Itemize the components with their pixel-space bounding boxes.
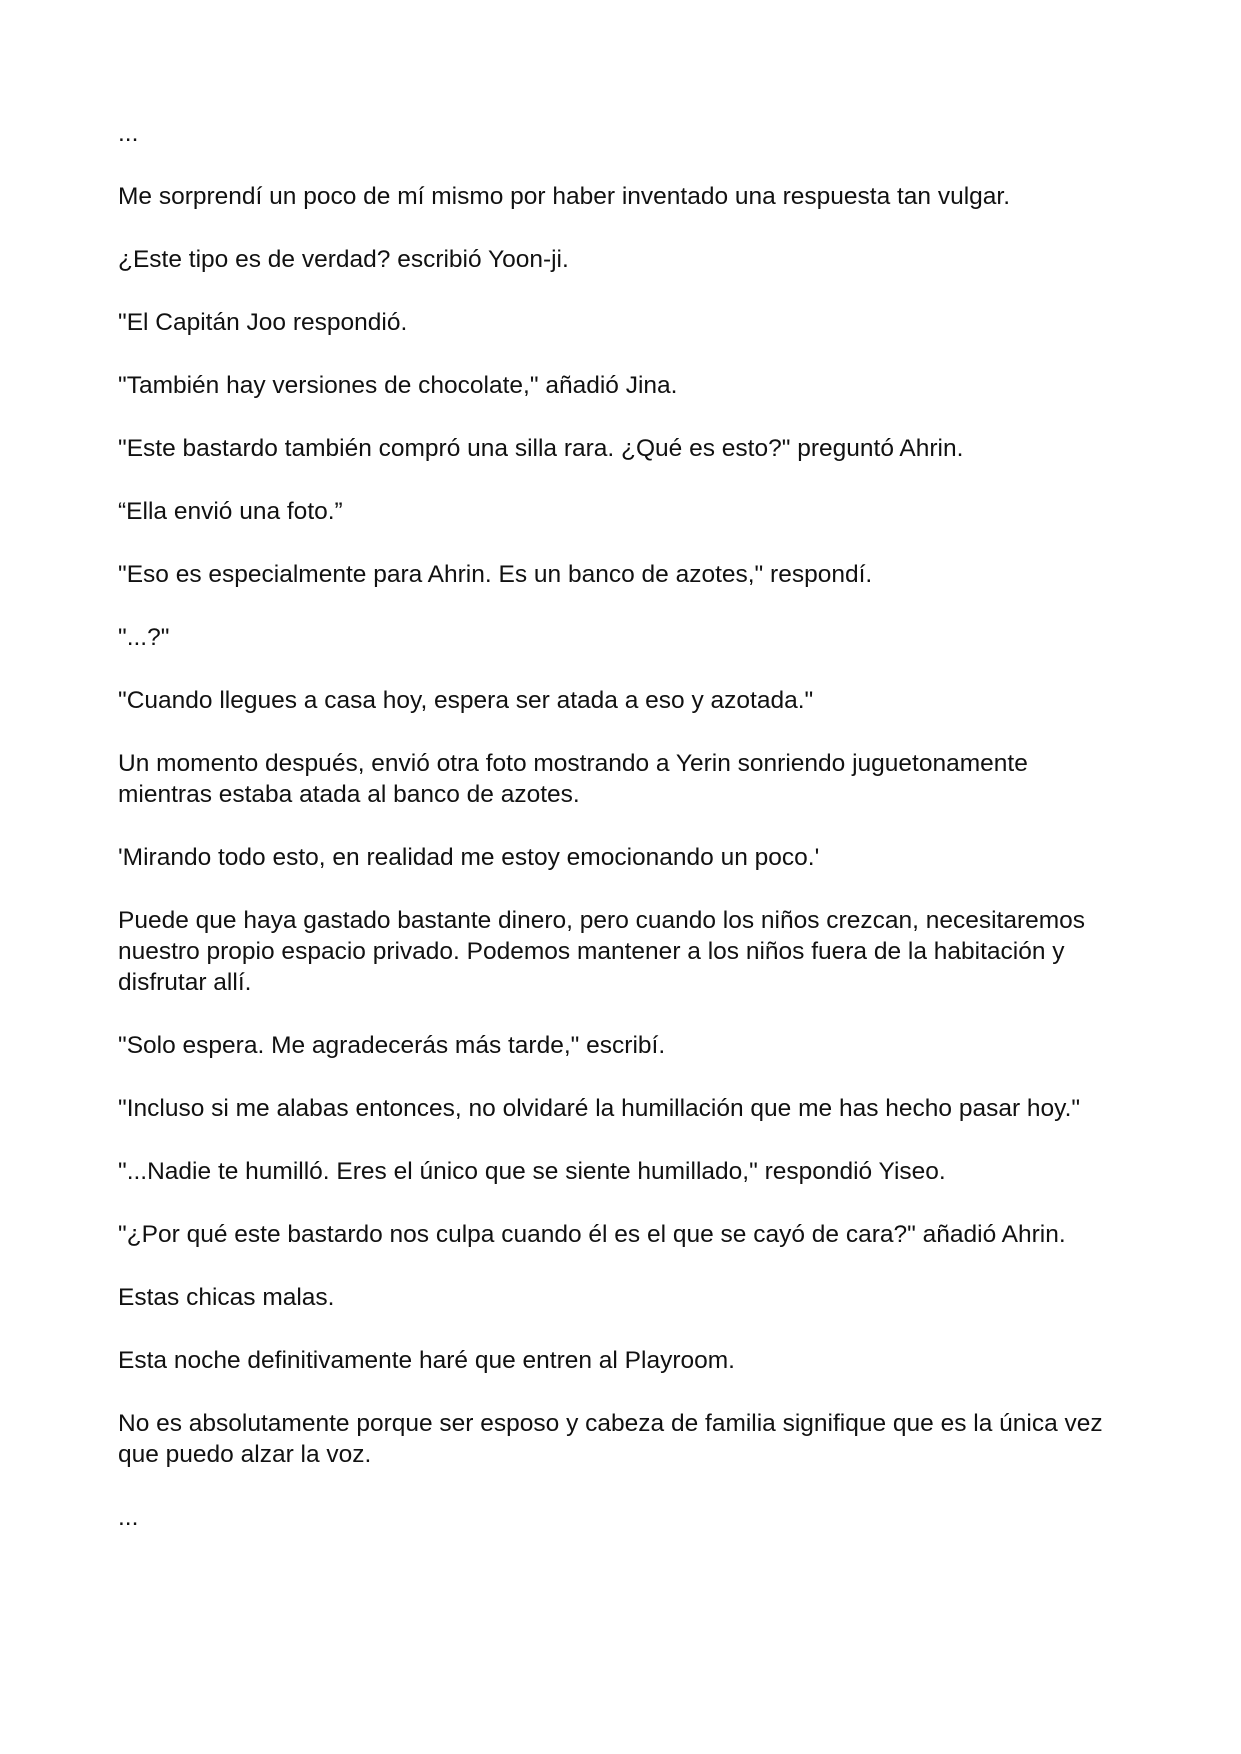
paragraph: "Cuando llegues a casa hoy, espera ser atada a eso y azotada." xyxy=(118,687,814,714)
paragraph: No es absolutamente porque ser esposo y cabeza de familia signifique que es la única vez que puedo alzar la voz. xyxy=(118,1410,1103,1468)
paragraph: "El Capitán Joo respondió. xyxy=(118,309,408,336)
paragraph: “Ella envió una foto.” xyxy=(118,498,343,525)
paragraph: "Incluso si me alabas entonces, no olvidaré la humillación que me has hecho pasar hoy." xyxy=(118,1095,1081,1122)
paragraph: "...?" xyxy=(118,624,170,651)
paragraph: "Eso es especialmente para Ahrin. Es un banco de azotes," respondí. xyxy=(118,561,873,588)
paragraph: Me sorprendí un poco de mí mismo por haber inventado una respuesta tan vulgar. xyxy=(118,183,1011,210)
paragraph: ... xyxy=(118,1504,139,1531)
paragraph: "Solo espera. Me agradecerás más tarde," escribí. xyxy=(118,1032,666,1059)
paragraph: "¿Por qué este bastardo nos culpa cuando él es el que se cayó de cara?" añadió Ahrin. xyxy=(118,1221,1066,1248)
paragraph: "También hay versiones de chocolate," añadió Jina. xyxy=(118,372,678,399)
paragraph: Puede que haya gastado bastante dinero, pero cuando los niños crezcan, necesitaremos nuestro propio espacio privado. Podemos mantener a los niños fuera de la habitación y disfrutar allí. xyxy=(118,907,1086,996)
paragraph: "...Nadie te humilló. Eres el único que se siente humillado," respondió Yiseo. xyxy=(118,1158,946,1185)
paragraph: "Este bastardo también compró una silla rara. ¿Qué es esto?" preguntó Ahrin. xyxy=(118,435,964,462)
paragraph: Estas chicas malas. xyxy=(118,1284,335,1311)
text-body xyxy=(118,118,1128,1565)
paragraph: ... xyxy=(118,120,139,147)
paragraph: ¿Este tipo es de verdad? escribió Yoon-ji. xyxy=(118,246,569,273)
paragraph: Esta noche definitivamente haré que entren al Playroom. xyxy=(118,1347,735,1374)
paragraph: 'Mirando todo esto, en realidad me estoy emocionando un poco.' xyxy=(118,844,820,871)
paragraph: Un momento después, envió otra foto mostrando a Yerin sonriendo juguetonamente mientras estaba atada al banco de azotes. xyxy=(118,750,1028,808)
